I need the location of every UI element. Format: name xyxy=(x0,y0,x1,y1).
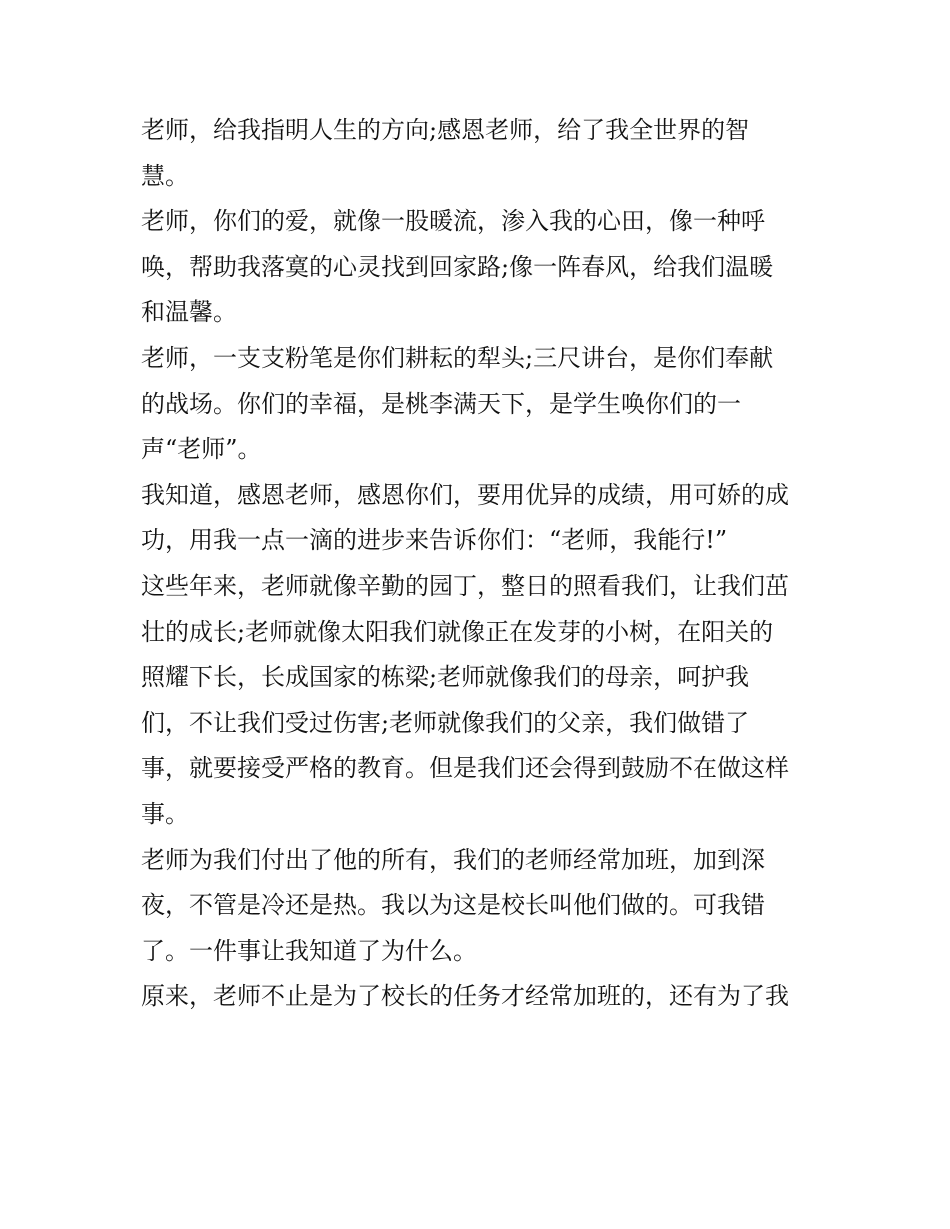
text-line: 老师，你们的爱，就像一股暖流，渗入我的心田，像一种呼 xyxy=(141,207,765,236)
text-line: 功，用我一点一滴的进步来告诉你们：“老师，我能行!” xyxy=(141,526,728,555)
text-line: 这些年来，老师就像辛勤的园丁，整日的照看我们，让我们茁 xyxy=(141,571,789,600)
text-line: 照耀下长，长成国家的栋梁;老师就像我们的母亲，呵护我 xyxy=(141,663,750,692)
text-line: 们，不让我们受过伤害;老师就像我们的父亲，我们做错了 xyxy=(141,708,750,737)
text-line: 的战场。你们的幸福，是桃李满天下，是学生唤你们的一 xyxy=(141,389,741,418)
text-line: 夜，不管是冷还是热。我以为这是校长叫他们做的。可我错 xyxy=(141,891,765,920)
text-line: 我知道，感恩老师，感恩你们，要用优异的成绩，用可娇的成 xyxy=(141,480,789,509)
text-line: 原来，老师不止是为了校长的任务才经常加班的，还有为了我 xyxy=(141,982,789,1011)
text-line: 老师，给我指明人生的方向;感恩老师，给了我全世界的智 xyxy=(141,116,750,144)
text-line: 慧。 xyxy=(141,161,189,190)
text-line: 声“老师”。 xyxy=(141,435,262,464)
text-line: 老师，一支支粉笔是你们耕耘的犁头;三尺讲台，是你们奉献 xyxy=(141,343,774,372)
text-line: 壮的成长;老师就像太阳我们就像正在发芽的小树，在阳关的 xyxy=(141,617,774,646)
text-line: 老师为我们付出了他的所有，我们的老师经常加班，加到深 xyxy=(141,845,765,874)
text-line: 事。 xyxy=(141,799,189,828)
text-line: 事，就要接受严格的教育。但是我们还会得到鼓励不在做这样 xyxy=(141,754,789,783)
text-line: 了。一件事让我知道了为什么。 xyxy=(141,936,477,965)
text-line: 唤，帮助我落寞的心灵找到回家路;像一阵春风，给我们温暖 xyxy=(141,252,774,281)
text-line: 和温馨。 xyxy=(141,298,237,327)
body-text xyxy=(141,108,821,1020)
